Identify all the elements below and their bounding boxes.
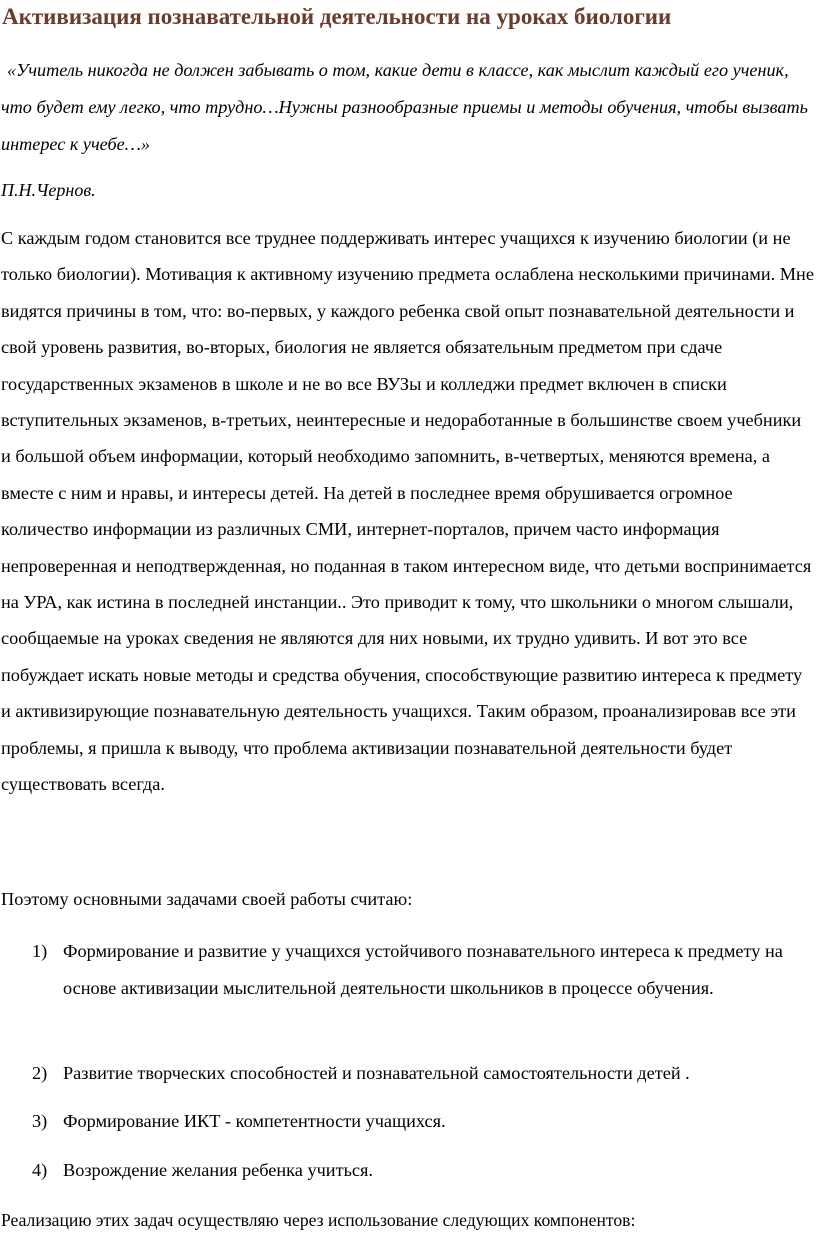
task-list-item	[32, 933, 792, 1007]
task-list-item	[32, 1103, 792, 1140]
task-text: Возрождение желания ребенка учиться.	[63, 1160, 374, 1180]
body-paragraph: С каждым годом становится все труднее поддерживать интерес учащихся к изучению биологии (и не только биологии). Мотивация к активному изучению предмета ослаблена несколькими причинами. Мне видятся причины в том, что: во-первых, у каждого ребенка свой опыт познавательной деятельности и свой уровень развития, во-вторых, биология не является обязательным предметом при сдаче государственных экзаменов в школе и не во все ВУЗы и колледжи предмет включен в списки вступительных экзаменов, в-третьих, неинтересные и недоработанные в большинстве своем учебники и большой объем информации, который необходимо запомнить, в-четвертых, меняются времена, а вместе с ним и нравы, и интересы детей. На детей в последнее время обрушивается огромное количество информации из различных СМИ, интернет-порталов, причем часто информация непроверенная и неподтвержденная, но поданная в таком интересном виде, что детьми воспринимается на УРА, как истина в последней инстанции.. Это приводит к тому, что школьники о многом слышали, сообщаемые на уроках сведения не являются для них новыми, их трудно удивить. И вот это все побуждает искать новые методы и средства обучения, способствующие развитию интереса к предмету и активизирующие познавательную деятельность учащихся. Таким образом, проанализировав все эти проблемы, я пришла к выводу, что проблема активизации познавательной деятельности будет существовать всегда.	[1, 228, 814, 795]
task-number: 4)	[32, 1160, 48, 1180]
task-text: Формирование и развитие у учащихся устойчивого познавательного интереса к предмету на основе активизации мыслительной деятельности школьников в процессе обучения.	[63, 941, 783, 998]
task-number: 2)	[32, 1063, 48, 1083]
epigraph-quote: «Учитель никогда не должен забывать о том, какие дети в классе, как мыслит каждый его ученик, что будет ему легко, что трудно…Нужны разнообразные приемы и методы обучения, чтобы вызвать интерес к учебе…»	[1, 60, 808, 154]
task-text: Развитие творческих способностей и познавательной самостоятельности детей .	[63, 1063, 690, 1083]
task-number: 1)	[32, 941, 48, 961]
tasks-intro: Поэтому основными задачами своей работы считаю:	[1, 889, 413, 909]
epigraph-author: П.Н.Чернов.	[1, 180, 96, 200]
task-list-item	[32, 1055, 792, 1092]
task-list-item	[32, 1152, 792, 1189]
task-text: Формирование ИКТ - компетентности учащихся.	[63, 1111, 446, 1131]
document-title: Активизация познавательной деятельности на уроках биологии	[2, 4, 672, 29]
task-number: 3)	[32, 1111, 48, 1131]
closing-line: Реализацию этих задач осуществляю через использование следующих компонентов:	[1, 1210, 636, 1230]
